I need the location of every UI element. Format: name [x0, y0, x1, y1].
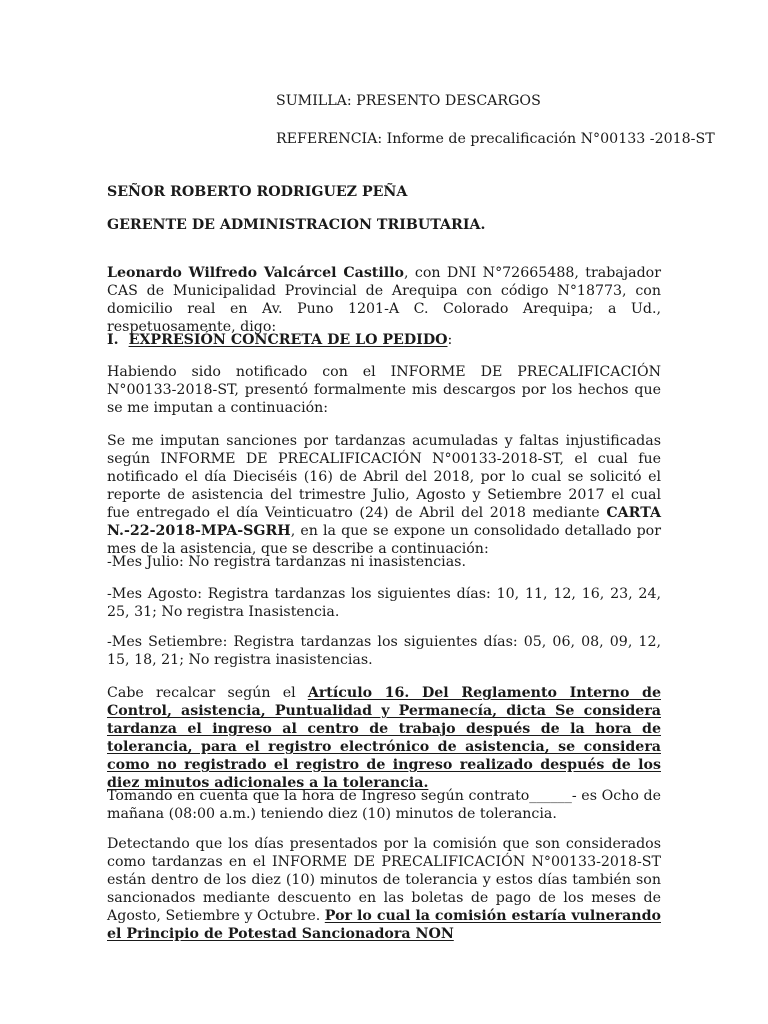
imputations-text-end: , en la que se expone un consolidado detallado por mes de la asistencia, que se describe a continuación:: [107, 523, 661, 557]
sumilla-line: SUMILLA: PRESENTO DESCARGOS: [276, 93, 541, 109]
month-september: -Mes Setiembre: Registra tardanzas los siguientes días: 05, 06, 08, 09, 12, 15, 18, 21; No registra inasistencias.: [107, 634, 661, 668]
article-paragraph: [107, 684, 661, 792]
tolerance-text: Detectando que los días presentados por la comisión que son considerados como tardanzas en el INFORME DE PRECALIFICACIÓN N°00133-2018-ST están dentro de los diez (10) minutos de tolerancia y estos días también son sancionados mediante descuento en las boletas de pago de los meses de Agosto, Setiembre y Octubre.: [107, 836, 661, 924]
tolerance-paragraph: [107, 835, 661, 943]
section-title: EXPRESIÓN CONCRETA DE LO PEDIDO: [128, 332, 448, 348]
section-number: I.: [107, 332, 119, 348]
intro-paragraph: [107, 264, 661, 336]
section-heading: [107, 331, 661, 349]
petitioner-name: Leonardo Wilfredo Valcárcel Castillo: [107, 265, 404, 281]
schedule-paragraph: Tomando en cuenta que la hora de Ingreso según contrato______- es Ocho de mañana (08:00 a.m.) teniendo diez (10) minutos de tolerancia.: [107, 788, 661, 822]
addressee-title: GERENTE DE ADMINISTRACION TRIBUTARIA.: [107, 217, 486, 233]
imputations-text: Se me imputan sanciones por tardanzas acumuladas y faltas injustificadas según INFORME DE PRECALIFICACIÓN N°00133-2018-ST, el cual fue notificado el día Dieciséis (16) de Abril del 2018, por lo cual se solicitó el reporte de asistencia del trimestre Julio, Agosto y Setiembre 2017 el cual fue entregado el día Veinticuatro (24) de Abril del 2018 mediante: [107, 433, 661, 521]
carta-reference: CARTA N.-22-2018-MPA-SGRH: [107, 505, 661, 539]
month-august: -Mes Agosto: Registra tardanzas los siguientes días: 10, 11, 12, 16, 23, 24, 25, 31; No registra Inasistencia.: [107, 586, 661, 620]
notification-paragraph: Habiendo sido notificado con el INFORME DE PRECALIFICACIÓN N°00133-2018-ST, presentó formalmente mis descargos por los hechos que se me imputan a continuación:: [107, 364, 661, 416]
month-july: -Mes Julio: No registra tardanzas ni inasistencias.: [107, 554, 466, 570]
addressee-name: SEÑOR ROBERTO RODRIGUEZ PEÑA: [107, 184, 408, 200]
section-colon: :: [447, 332, 453, 348]
referencia-line: REFERENCIA: Informe de precalificación N°00133 -2018-ST: [276, 131, 715, 147]
article-intro: Cabe recalcar según el: [107, 685, 308, 701]
principle-violation: Por lo cual la comisión estaría vulnerando el Principio de Potestad Sancionadora NON: [107, 908, 661, 942]
imputations-paragraph: [107, 432, 661, 558]
intro-text: , con DNI N°72665488, trabajador CAS de Municipalidad Provincial de Arequipa con código N°18773, con domicilio real en Av. Puno 1201-A C. Colorado Arequipa; a Ud., respetuosamente, digo:: [107, 265, 661, 335]
article-16-quote: Artículo 16. Del Reglamento Interno de Control, asistencia, Puntualidad y Permanecía, dicta Se considera tardanza el ingreso al centro de trabajo después de la hora de tolerancia, para el registro electrónico de asistencia, se considera como no registrado el registro de ingreso realizado después de los diez minutos adicionales a la tolerancia.: [107, 685, 661, 791]
